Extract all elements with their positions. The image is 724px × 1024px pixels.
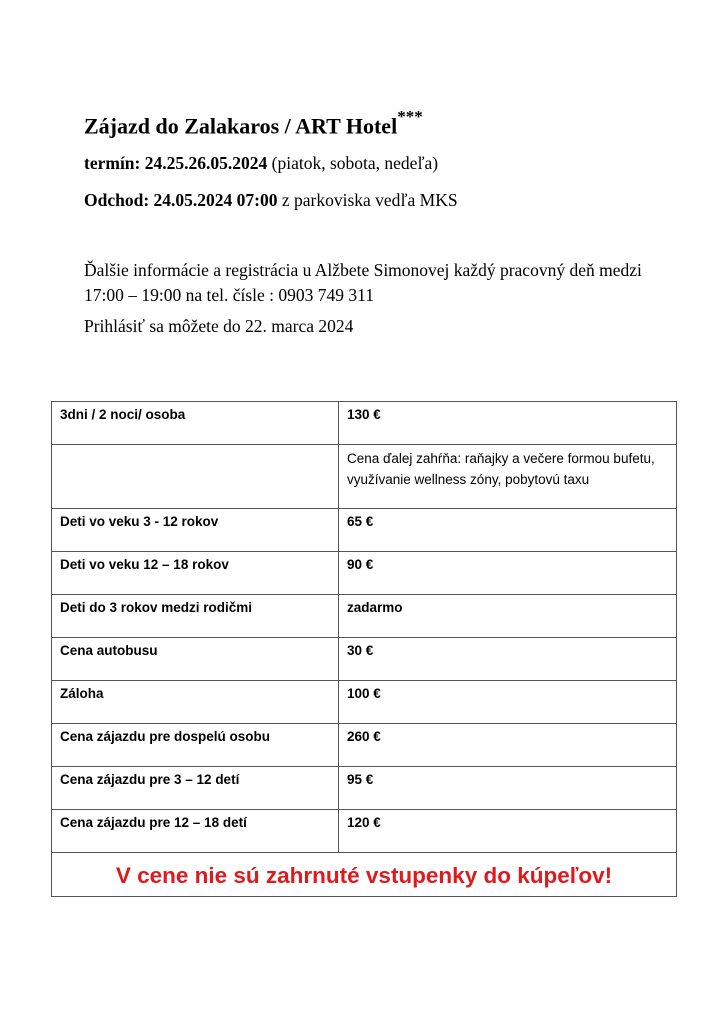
spa-tickets-notice: V cene nie sú zahrnuté vstupenky do kúpeľov!	[52, 853, 677, 897]
departure	[84, 190, 458, 211]
table-row	[52, 810, 677, 853]
row-label: Cena autobusu	[52, 638, 339, 681]
row-label: Cena zájazdu pre dospelú osobu	[52, 724, 339, 767]
table-footer-row	[52, 853, 677, 897]
row-label: Záloha	[52, 681, 339, 724]
table-row	[52, 445, 677, 509]
row-value: 100 €	[339, 681, 677, 724]
row-label: Deti vo veku 3 - 12 rokov	[52, 509, 339, 552]
row-value: zadarmo	[339, 595, 677, 638]
table-row	[52, 402, 677, 445]
row-label: Cena zájazdu pre 12 – 18 detí	[52, 810, 339, 853]
table-row	[52, 509, 677, 552]
hotel-stars: ***	[397, 107, 423, 126]
page-title	[84, 107, 423, 139]
table-row	[52, 681, 677, 724]
trip-dates	[84, 153, 438, 174]
row-value: 30 €	[339, 638, 677, 681]
title-text: Zájazd do Zalakaros / ART Hotel	[84, 113, 398, 139]
price-includes-note: Cena ďalej zahŕňa: raňajky a večere formou bufetu, využívanie wellness zóny, pobytovú taxu	[339, 445, 677, 509]
table-row	[52, 724, 677, 767]
row-label	[52, 445, 339, 509]
departure-label: Odchod: 24.05.2024 07:00	[84, 190, 278, 210]
trip-days: (piatok, sobota, nedeľa)	[267, 153, 439, 173]
row-label: 3dni / 2 noci/ osoba	[52, 402, 339, 445]
table-row	[52, 638, 677, 681]
contact-info: Ďalšie informácie a registrácia u Alžbete Simonovej každý pracovný deň medzi 17:00 – 19:00 na tel. čísle : 0903 749 311	[84, 260, 642, 305]
row-value: 95 €	[339, 767, 677, 810]
departure-place: z parkoviska vedľa MKS	[277, 190, 458, 210]
row-value: 65 €	[339, 509, 677, 552]
trip-dates-label: termín: 24.25.26.05.2024	[84, 153, 268, 173]
table-row	[52, 595, 677, 638]
price-table	[51, 401, 677, 897]
row-value: 120 €	[339, 810, 677, 853]
row-value: 90 €	[339, 552, 677, 595]
row-value: 260 €	[339, 724, 677, 767]
registration-deadline: Prihlásiť sa môžete do 22. marca 2024	[84, 316, 354, 336]
row-label: Deti vo veku 12 – 18 rokov	[52, 552, 339, 595]
row-label: Cena zájazdu pre 3 – 12 detí	[52, 767, 339, 810]
table-row	[52, 767, 677, 810]
row-label: Deti do 3 rokov medzi rodičmi	[52, 595, 339, 638]
table-row	[52, 552, 677, 595]
row-value: 130 €	[339, 402, 677, 445]
